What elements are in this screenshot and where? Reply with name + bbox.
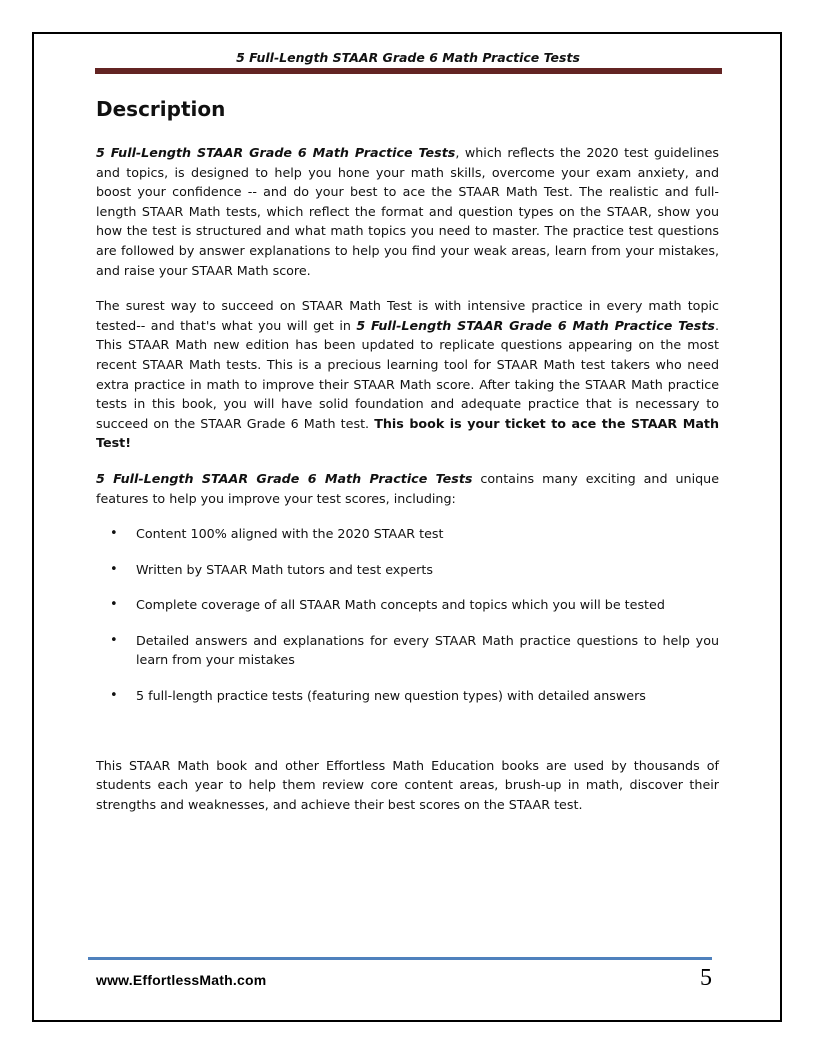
paragraph-text: contains many exciting and unique features to help you improve your test scores, including: bbox=[96, 470, 720, 506]
footer-divider bbox=[88, 957, 712, 960]
running-header-title: 5 Full-Length STAAR Grade 6 Math Practice Tests bbox=[236, 50, 580, 65]
paragraph-features-intro bbox=[96, 469, 719, 508]
spacer bbox=[96, 722, 719, 756]
list-item bbox=[96, 686, 719, 706]
header-divider bbox=[95, 68, 722, 74]
book-title-italic: 5 Full-Length STAAR Grade 6 Math Practice Tests bbox=[96, 470, 473, 486]
bullet-icon: • bbox=[110, 632, 118, 648]
list-item bbox=[96, 631, 719, 670]
bullet-icon: • bbox=[110, 561, 118, 577]
bullet-icon: • bbox=[110, 526, 118, 542]
paragraph-text: The surest way to succeed on STAAR Math Test is with intensive practice in every math topic tested-- and that's what you will get in bbox=[96, 298, 719, 333]
paragraph-text: , which reflects the 2020 test guidelines and topics, is designed to help you hone your math skills, overcome your exam anxiety, and boost your confidence -- and do your best to ace the STAAR Math Test. The realistic and full-length STAAR Math tests, which reflect the format and question types on the STAAR, show you how the test is structured and what math topics you need to master. The practice test questions are followed by answer explanations to help you find your weak areas, learn from your mistakes, and raise your STAAR Math score. bbox=[96, 145, 719, 278]
paragraph-closing: This STAAR Math book and other Effortless Math Education books are used by thousands of students each year to help them review core content areas, brush-up in math, discover their strengths and weaknesses, and achieve their best scores on the STAAR test. bbox=[96, 757, 719, 812]
list-item bbox=[96, 595, 719, 615]
page-number: 5 bbox=[700, 965, 712, 991]
list-item-text: Detailed answers and explanations for every STAAR Math practice questions to help you learn from your mistakes bbox=[136, 632, 719, 668]
list-item bbox=[96, 560, 719, 580]
book-title-italic: 5 Full-Length STAAR Grade 6 Math Practice Tests bbox=[96, 145, 456, 160]
paragraph-intro bbox=[96, 143, 719, 280]
list-item-text: Complete coverage of all STAAR Math concepts and topics which you will be tested bbox=[136, 597, 665, 613]
bullet-icon: • bbox=[110, 597, 118, 613]
list-item bbox=[96, 524, 719, 544]
body-content bbox=[96, 143, 719, 830]
bullet-icon: • bbox=[110, 688, 118, 704]
emphasis-bold: This book is your ticket to ace the STAAR Math Test! bbox=[96, 415, 719, 451]
list-item-text: Written by STAAR Math tutors and test experts bbox=[136, 561, 433, 577]
list-item-text: 5 full-length practice tests (featuring new question types) with detailed answers bbox=[136, 688, 646, 704]
list-item-text: Content 100% aligned with the 2020 STAAR test bbox=[136, 526, 444, 542]
feature-list bbox=[96, 524, 719, 706]
section-heading: Description bbox=[96, 97, 226, 121]
footer-website-link[interactable]: www.EffortlessMath.com bbox=[96, 972, 267, 988]
paragraph-practice bbox=[96, 296, 719, 453]
paragraph-text: . This STAAR Math new edition has been updated to replicate questions appearing on the most recent STAAR Math tests. This is a precious learning tool for STAAR Math test takers who need extra practice in math to improve their STAAR Math score. After taking the STAAR Math practice tests in this book, you will have solid foundation and adequate practice that is necessary to succeed on the STAAR Grade 6 Math test. bbox=[96, 317, 719, 431]
book-title-italic: 5 Full-Length STAAR Grade 6 Math Practice Tests bbox=[356, 317, 715, 333]
